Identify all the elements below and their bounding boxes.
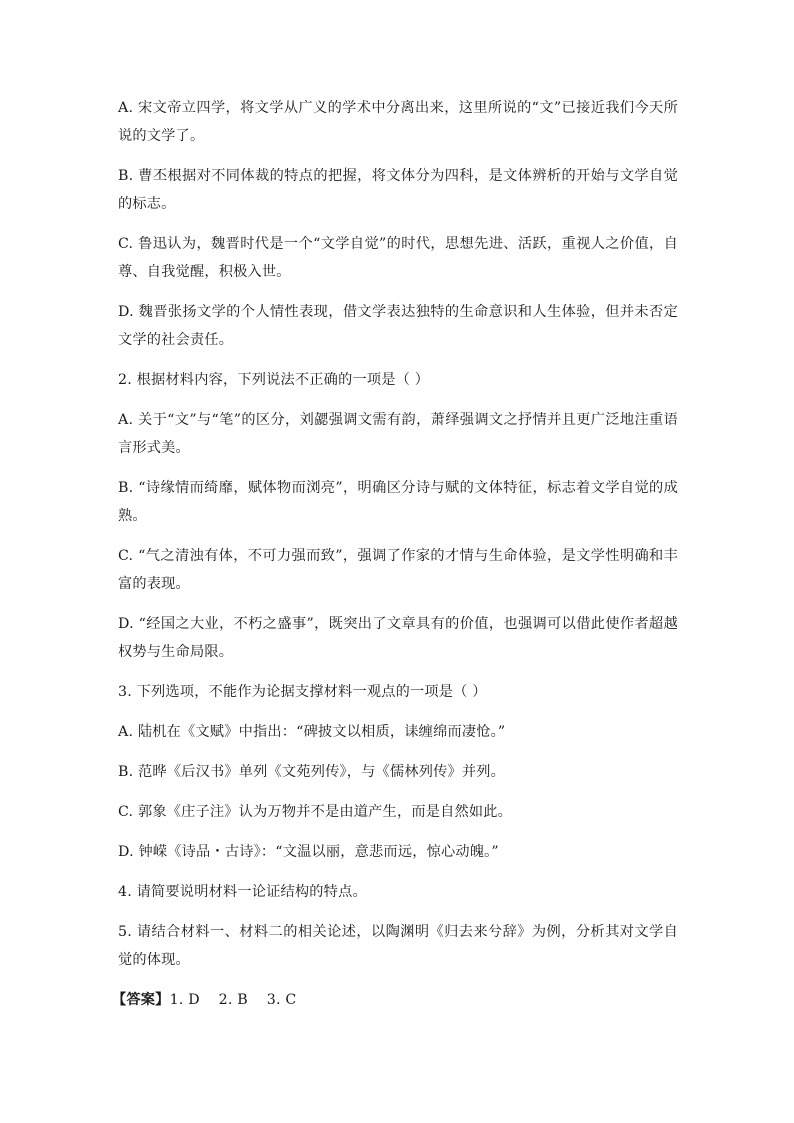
option-d-q2: D. “经国之大业，不朽之盛事”，既突出了文章具有的价值，也强调可以借此使作者超越权势与生命局限。	[118, 616, 678, 660]
option-a-q3: A. 陆机在《文赋》中指出：“碑披文以相质，诔缠绵而凄怆。”	[118, 724, 506, 740]
question-4-stem: 4. 请简要说明材料一论证结构的特点。	[118, 884, 367, 900]
option-a-q2: A. 关于“文”与“笔”的区分，刘勰强调文需有韵，萧绎强调文之抒情并且更广泛地注重语言形式美。	[118, 412, 678, 456]
answer-tag: 【答案】	[112, 992, 170, 1008]
option-d-q1: D. 魏晋张扬文学的个人情性表现，借文学表达独特的生命意识和人生体验，但并未否定文学的社会责任。	[118, 304, 678, 348]
option-c-q2: C. “气之清浊有体，不可力强而致”，强调了作家的才情与生命体验，是文学性明确和丰富的表现。	[118, 548, 678, 592]
question-3-stem: 3. 下列选项，不能作为论据支撑材料一观点的一项是（ ）	[118, 684, 487, 700]
option-a-q1: A. 宋文帝立四学，将文学从广义的学术中分离出来，这里所说的“文”已接近我们今天所说的文学了。	[118, 100, 678, 144]
content-body	[112, 94, 678, 1014]
option-d-q3: D. 钟嵘《诗品・古诗》：“文温以丽，意悲而远，惊心动魄。”	[118, 844, 499, 860]
option-c-q3: C. 郭象《庄子注》认为万物并不是由道产生，而是自然如此。	[118, 804, 513, 820]
option-b-q2: B. “诗缘情而绮靡，赋体物而浏亮”，明确区分诗与赋的文体特征，标志着文学自觉的成熟。	[118, 480, 678, 524]
question-5-stem: 5. 请结合材料一、材料二的相关论述，以陶渊明《归去来兮辞》为例，分析其对文学自觉的体现。	[118, 924, 678, 968]
option-b-q3: B. 范晔《后汉书》单列《文苑列传》，与《儒林列传》并列。	[118, 764, 506, 780]
question-2-stem: 2. 根据材料内容，下列说法不正确的一项是（ ）	[118, 372, 430, 388]
answer-text: 1. D 2. B 3. C	[169, 992, 297, 1008]
option-b-q1: B. 曹丕根据对不同体裁的特点的把握，将文体分为四科，是文体辨析的开始与文学自觉的标志。	[118, 168, 678, 212]
option-c-q1: C. 鲁迅认为，魏晋时代是一个“文学自觉”的时代，思想先进、活跃，重视人之价值，自尊、自我觉醒，积极入世。	[118, 236, 678, 280]
answer-line	[112, 986, 672, 1014]
